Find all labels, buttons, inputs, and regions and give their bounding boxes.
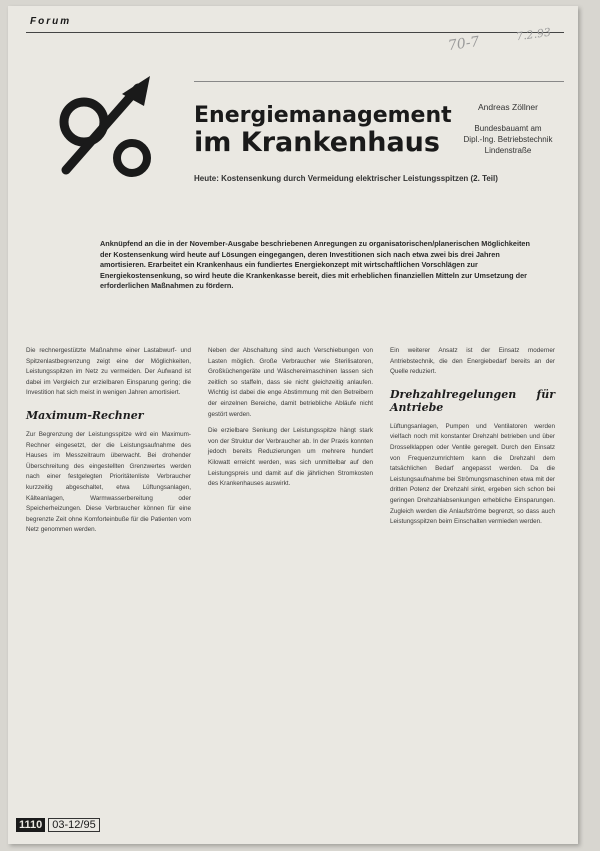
page-number: 1110 (16, 818, 45, 832)
body-paragraph: Ein weiterer Ansatz ist der Einsatz moderner Antriebstechnik, die den Energiebedarf bereits an der Quelle reduziert. (390, 347, 555, 376)
author-affiliation-3: Lindenstraße (484, 146, 532, 155)
author-name: Andreas Zöllner (477, 102, 538, 112)
header-rule (194, 81, 564, 82)
title-line-1: Energiemanagement (194, 103, 452, 128)
title-line-2: im Krankenhaus (194, 127, 440, 158)
body-columns (26, 346, 558, 811)
section-label: Forum (30, 16, 72, 27)
subheading-maximum-rechner: Maximum-Rechner (26, 408, 144, 422)
body-paragraph: Lüftungsanlagen, Pumpen und Ventilatoren werden vielfach noch mit konstanter Drehzahl betrieben und über Drosselklappen oder Ventile geregelt. Durch den Einsatz von Frequenzumrichtern kann die Drehzahl dem tatsächlichen Bedarf angepasst werden. Da die Leistungsaufnahme bei Strömungsmaschinen etwa mit der dritten Potenz der Drehzahl sinkt, ergeben sich schon bei geringen Drehzahlabsenkungen erhebliche Einsparungen. Zugleich werden die Anlaufströme begrenzt, so dass auch Leistungsspitzen beim Einschalten vermieden werden. (390, 422, 555, 526)
top-rule (26, 32, 564, 33)
author-block (448, 102, 568, 156)
article-subtitle: Heute: Kostensenkung durch Vermeidung elektrischer Leistungsspitzen (2. Teil) (194, 174, 498, 183)
handwritten-note: 70-7 (447, 33, 481, 55)
body-paragraph: Die erzielbare Senkung der Leistungsspitze hängt stark von der Struktur der Verbraucher ab. In der Praxis konnten jedoch bereits Reduzierungen um mehrere hundert Kilowatt erreicht werden, was sich unmittelbar auf den Leistungspreis und damit auf die jährlichen Stromkosten des Krankenhauses auswirkt. (208, 427, 373, 488)
author-affiliation-1: Bundesbauamt am (474, 124, 542, 133)
percent-arrow-logo-icon (52, 70, 172, 180)
column-2 (208, 346, 373, 496)
article-title (194, 102, 452, 156)
column-3 (390, 346, 555, 534)
author-affiliation-2: Dipl.-Ing. Betriebstechnik (463, 135, 553, 144)
lead-paragraph: Anknüpfend an die in der November-Ausgabe beschriebenen Anregungen zu organisatorischen/planerischen Möglichkeiten der Kostensenkung wird heute auf Lösungen eingegangen, deren Investitionen sich nach etwa zwei bis drei Jahren amortisieren. Erarbeitet ein Krankenhaus ein fundiertes Energiekonzept mit wirtschaftlichen Vorschlägen zur Energiekostensenkung, so wird heute die Krankenkasse bereit, dies mit erheblichen finanziellen Mitteln zur Umsetzung der erforderlichen Maßnahmen zu fördern. (100, 239, 530, 290)
issue-number: 03-12/95 (48, 818, 99, 832)
handwritten-note-2: 7.2.93 (515, 25, 552, 44)
subheading-drehzahlregelungen: Drehzahlregelungen für Antriebe (390, 387, 555, 414)
body-paragraph: Neben der Abschaltung sind auch Verschiebungen von Lasten möglich. Große Verbraucher wie Sterilisatoren, Großküchengeräte und Wäschereimaschinen lassen sich zeitlich so staffeln, dass sie nicht gleichzeitig anlaufen. Wichtig ist dabei die enge Abstimmung mit den Betreibern der einzelnen Bereiche, damit betriebliche Abläufe nicht gestört werden. (208, 347, 373, 418)
body-paragraph: Zur Begrenzung der Leistungsspitze wird ein Maximum-Rechner eingesetzt, der die Leistungsaufnahme des Hauses im Messzeitraum überwacht. Bei drohender Überschreitung des eingestellten Grenzwertes werden nach einer festgelegten Prioritätenliste Verbraucher kurzzeitig abgeschaltet, etwa Lüftungsanlagen, Kälteanlagen, Warmwasserbereitung oder Speicherheizungen. Diese Verbraucher können für eine begrenzte Zeit ohne Komforteinbuße für die Patienten vom Netz genommen werden. (26, 430, 191, 534)
magazine-page (8, 6, 578, 844)
body-paragraph: Die rechnergestützte Maßnahme einer Lastabwurf- und Spitzenlastbegrenzung zeigt eine der Möglichkeiten, Leistungsspitzen im Netz zu vermeiden. Der Aufwand ist dabei im Vergleich zur erzielbaren Einsparung gering; die Investition hat sich meist in wenigen Jahren amortisiert. (26, 347, 191, 397)
column-1 (26, 346, 191, 542)
page-footer (16, 818, 100, 832)
